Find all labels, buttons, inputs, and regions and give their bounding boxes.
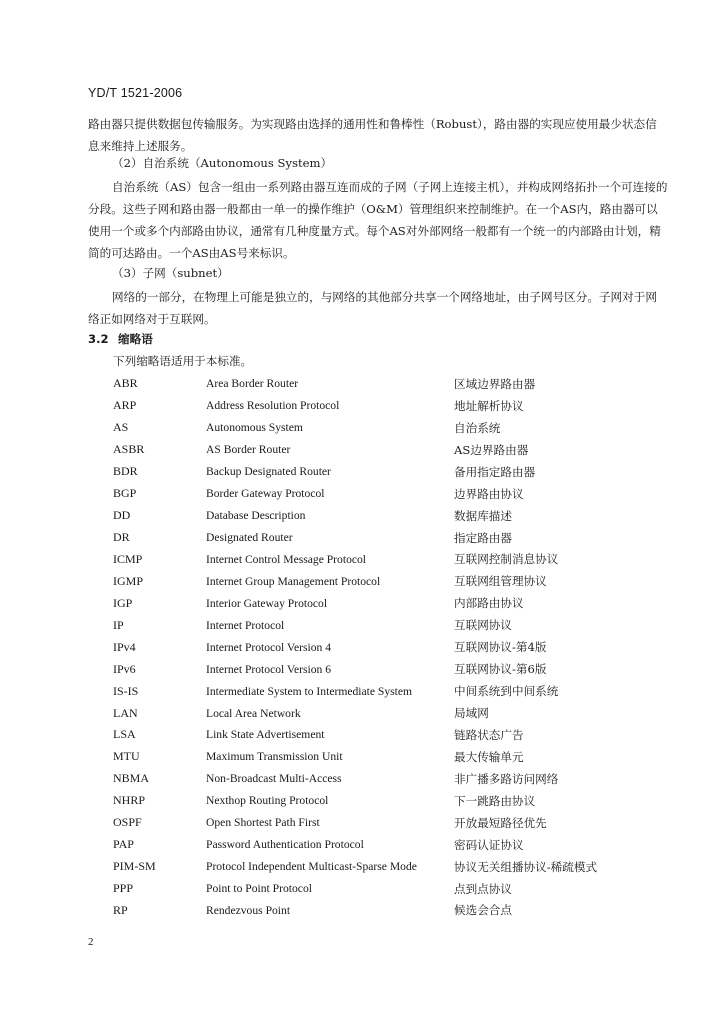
abbreviation-row (113, 746, 673, 768)
abbreviation-english: Nexthop Routing Protocol (206, 794, 329, 808)
paragraph-subnet: 网络的一部分，在物理上可能是独立的，与网络的其他部分共享一个网络地址，由子网号区分。子网对于网络正如网络对于互联网。 (88, 290, 657, 326)
abbreviation-english: Internet Protocol (206, 618, 285, 632)
abbreviation-chinese: 边界路由协议 (454, 486, 524, 501)
abbreviation-chinese: 协议无关组播协议-稀疏模式 (454, 859, 598, 874)
abbreviation-chinese: 内部路由协议 (454, 596, 524, 611)
abbreviation-row (113, 527, 673, 549)
abbreviation-row (113, 417, 673, 439)
abbreviation-english: Open Shortest Path First (206, 816, 320, 830)
abbreviation-row (113, 373, 673, 395)
abbreviation-english: Address Resolution Protocol (206, 399, 340, 413)
abbreviation-term: PIM-SM (113, 859, 156, 874)
abbreviation-chinese: 地址解析协议 (454, 398, 524, 413)
abbreviation-chinese: 链路状态广告 (454, 727, 524, 742)
abbreviation-chinese: 中间系统到中间系统 (454, 684, 559, 699)
abbreviation-chinese: AS边界路由器 (454, 442, 529, 457)
section-title: 缩略语 (118, 332, 153, 346)
abbreviation-row (113, 856, 673, 878)
abbreviation-row (113, 505, 673, 527)
abbreviation-row (113, 636, 673, 658)
abbreviation-english: Internet Protocol Version 6 (206, 662, 332, 676)
abbreviation-term: PAP (113, 837, 134, 852)
abbreviation-chinese: 非广播多路访问网络 (454, 771, 559, 786)
document-header-code: YD/T 1521-2006 (88, 86, 183, 100)
abbreviation-term: PPP (113, 881, 134, 896)
section-heading (88, 331, 153, 347)
abbreviation-chinese: 点到点协议 (454, 881, 512, 896)
abbreviation-row (113, 570, 673, 592)
abbreviation-chinese: 互联网协议 (454, 618, 512, 633)
abbreviation-row (113, 702, 673, 724)
abbreviation-term: LAN (113, 705, 138, 720)
section-intro: 下列缩略语适用于本标准。 (113, 354, 253, 368)
abbreviation-term: IPv6 (113, 661, 136, 676)
abbreviation-english: Maximum Transmission Unit (206, 750, 343, 764)
abbreviation-english: Point to Point Protocol (206, 882, 312, 896)
abbreviation-english: Intermediate System to Intermediate System (206, 684, 413, 698)
abbreviation-term: IPv4 (113, 639, 136, 654)
abbreviation-term: DD (113, 508, 131, 523)
abbreviation-term: NBMA (113, 771, 150, 786)
section-number: 3.2 (88, 332, 109, 346)
abbreviation-term: IS-IS (113, 683, 139, 698)
abbreviation-chinese: 局域网 (454, 706, 489, 721)
abbreviation-english: Area Border Router (206, 377, 299, 391)
abbreviation-row (113, 395, 673, 417)
abbreviation-term: NHRP (113, 793, 146, 808)
paragraph-autonomous-system: 自治系统（AS）包含一组由一系列路由器互连而成的子网（子网上连接主机），并构成网络拓扑一个可连接的分段。这些子网和路由器一般都由一单一的操作维护（O&M）管理组织来控制维护。在一个AS内，路由器可以使用一个或多个内部路由协议，通常有几种度量方式。每个AS对外部网络一般都有一个统一的内部路由计划，精简的可达路由。一个AS由AS号来标识。 (88, 180, 668, 260)
abbreviation-chinese: 候选会合点 (454, 903, 512, 918)
abbreviation-row (113, 724, 673, 746)
abbreviation-row (113, 812, 673, 834)
abbreviation-chinese: 备用指定路由器 (454, 464, 536, 479)
abbreviation-row (113, 461, 673, 483)
abbreviation-english: Local Area Network (206, 706, 301, 720)
abbreviation-english: Protocol Independent Multicast-Sparse Mode (206, 860, 417, 874)
abbreviation-term: BGP (113, 486, 137, 501)
abbreviation-term: MTU (113, 749, 140, 764)
abbreviation-term: LSA (113, 727, 136, 742)
subheading-autonomous-system: （2）自治系统（Autonomous System） (112, 156, 333, 170)
abbreviation-chinese: 区域边界路由器 (454, 376, 536, 391)
abbreviation-term: IGMP (113, 573, 144, 588)
abbreviation-chinese: 最大传输单元 (454, 749, 524, 764)
abbreviation-term: BDR (113, 464, 138, 479)
abbreviation-term: RP (113, 902, 128, 917)
abbreviation-english: Internet Control Message Protocol (206, 552, 367, 566)
abbreviation-row (113, 483, 673, 505)
abbreviation-chinese: 互联网协议-第6版 (454, 662, 547, 677)
abbreviation-chinese: 互联网组管理协议 (454, 574, 547, 589)
abbreviation-row (113, 768, 673, 790)
abbreviation-term: DR (113, 530, 130, 545)
abbreviation-term: IGP (113, 595, 133, 610)
abbreviation-row (113, 549, 673, 571)
abbreviation-chinese: 开放最短路径优先 (454, 815, 547, 830)
abbreviation-english: Database Description (206, 509, 306, 523)
abbreviation-english: Password Authentication Protocol (206, 838, 364, 852)
abbreviation-chinese: 自治系统 (454, 420, 501, 435)
abbreviation-row (113, 439, 673, 461)
abbreviation-row (113, 790, 673, 812)
abbreviation-row (113, 680, 673, 702)
abbreviation-english: Internet Protocol Version 4 (206, 640, 332, 654)
abbreviation-term: IP (113, 617, 124, 632)
abbreviation-term: AS (113, 420, 129, 435)
abbreviation-term: ABR (113, 376, 138, 391)
abbreviation-english: Non-Broadcast Multi-Access (206, 772, 342, 786)
abbreviation-english: Rendezvous Point (206, 903, 291, 917)
abbreviation-row (113, 658, 673, 680)
subheading-subnet: （3）子网（subnet） (112, 266, 229, 280)
abbreviation-english: Backup Designated Router (206, 465, 331, 479)
abbreviation-term: ASBR (113, 442, 145, 457)
abbreviation-row (113, 834, 673, 856)
abbreviation-chinese: 互联网控制消息协议 (454, 552, 559, 567)
abbreviation-english: Internet Group Management Protocol (206, 574, 381, 588)
abbreviation-row (113, 900, 673, 922)
abbreviation-english: Border Gateway Protocol (206, 487, 325, 501)
abbreviation-row (113, 878, 673, 900)
abbreviation-chinese: 下一跳路由协议 (454, 793, 536, 808)
abbreviation-term: ICMP (113, 551, 143, 566)
abbreviation-table (113, 373, 673, 921)
abbreviation-term: OSPF (113, 815, 142, 830)
abbreviation-english: AS Border Router (206, 443, 291, 457)
abbreviation-chinese: 互联网协议-第4版 (454, 640, 547, 655)
abbreviation-chinese: 密码认证协议 (454, 837, 524, 852)
abbreviation-row (113, 592, 673, 614)
abbreviation-english: Interior Gateway Protocol (206, 596, 328, 610)
abbreviation-row (113, 614, 673, 636)
abbreviation-chinese: 数据库描述 (454, 508, 512, 523)
abbreviation-term: ARP (113, 398, 137, 413)
paragraph-router-service: 路由器只提供数据包传输服务。为实现路由选择的通用性和鲁棒性（Robust），路由器的实现应使用最少状态信息来维持上述服务。 (88, 117, 657, 153)
abbreviation-english: Designated Router (206, 531, 293, 545)
page-number: 2 (88, 936, 94, 948)
abbreviation-chinese: 指定路由器 (454, 530, 512, 545)
abbreviation-english: Autonomous System (206, 421, 303, 435)
abbreviation-english: Link State Advertisement (206, 728, 325, 742)
